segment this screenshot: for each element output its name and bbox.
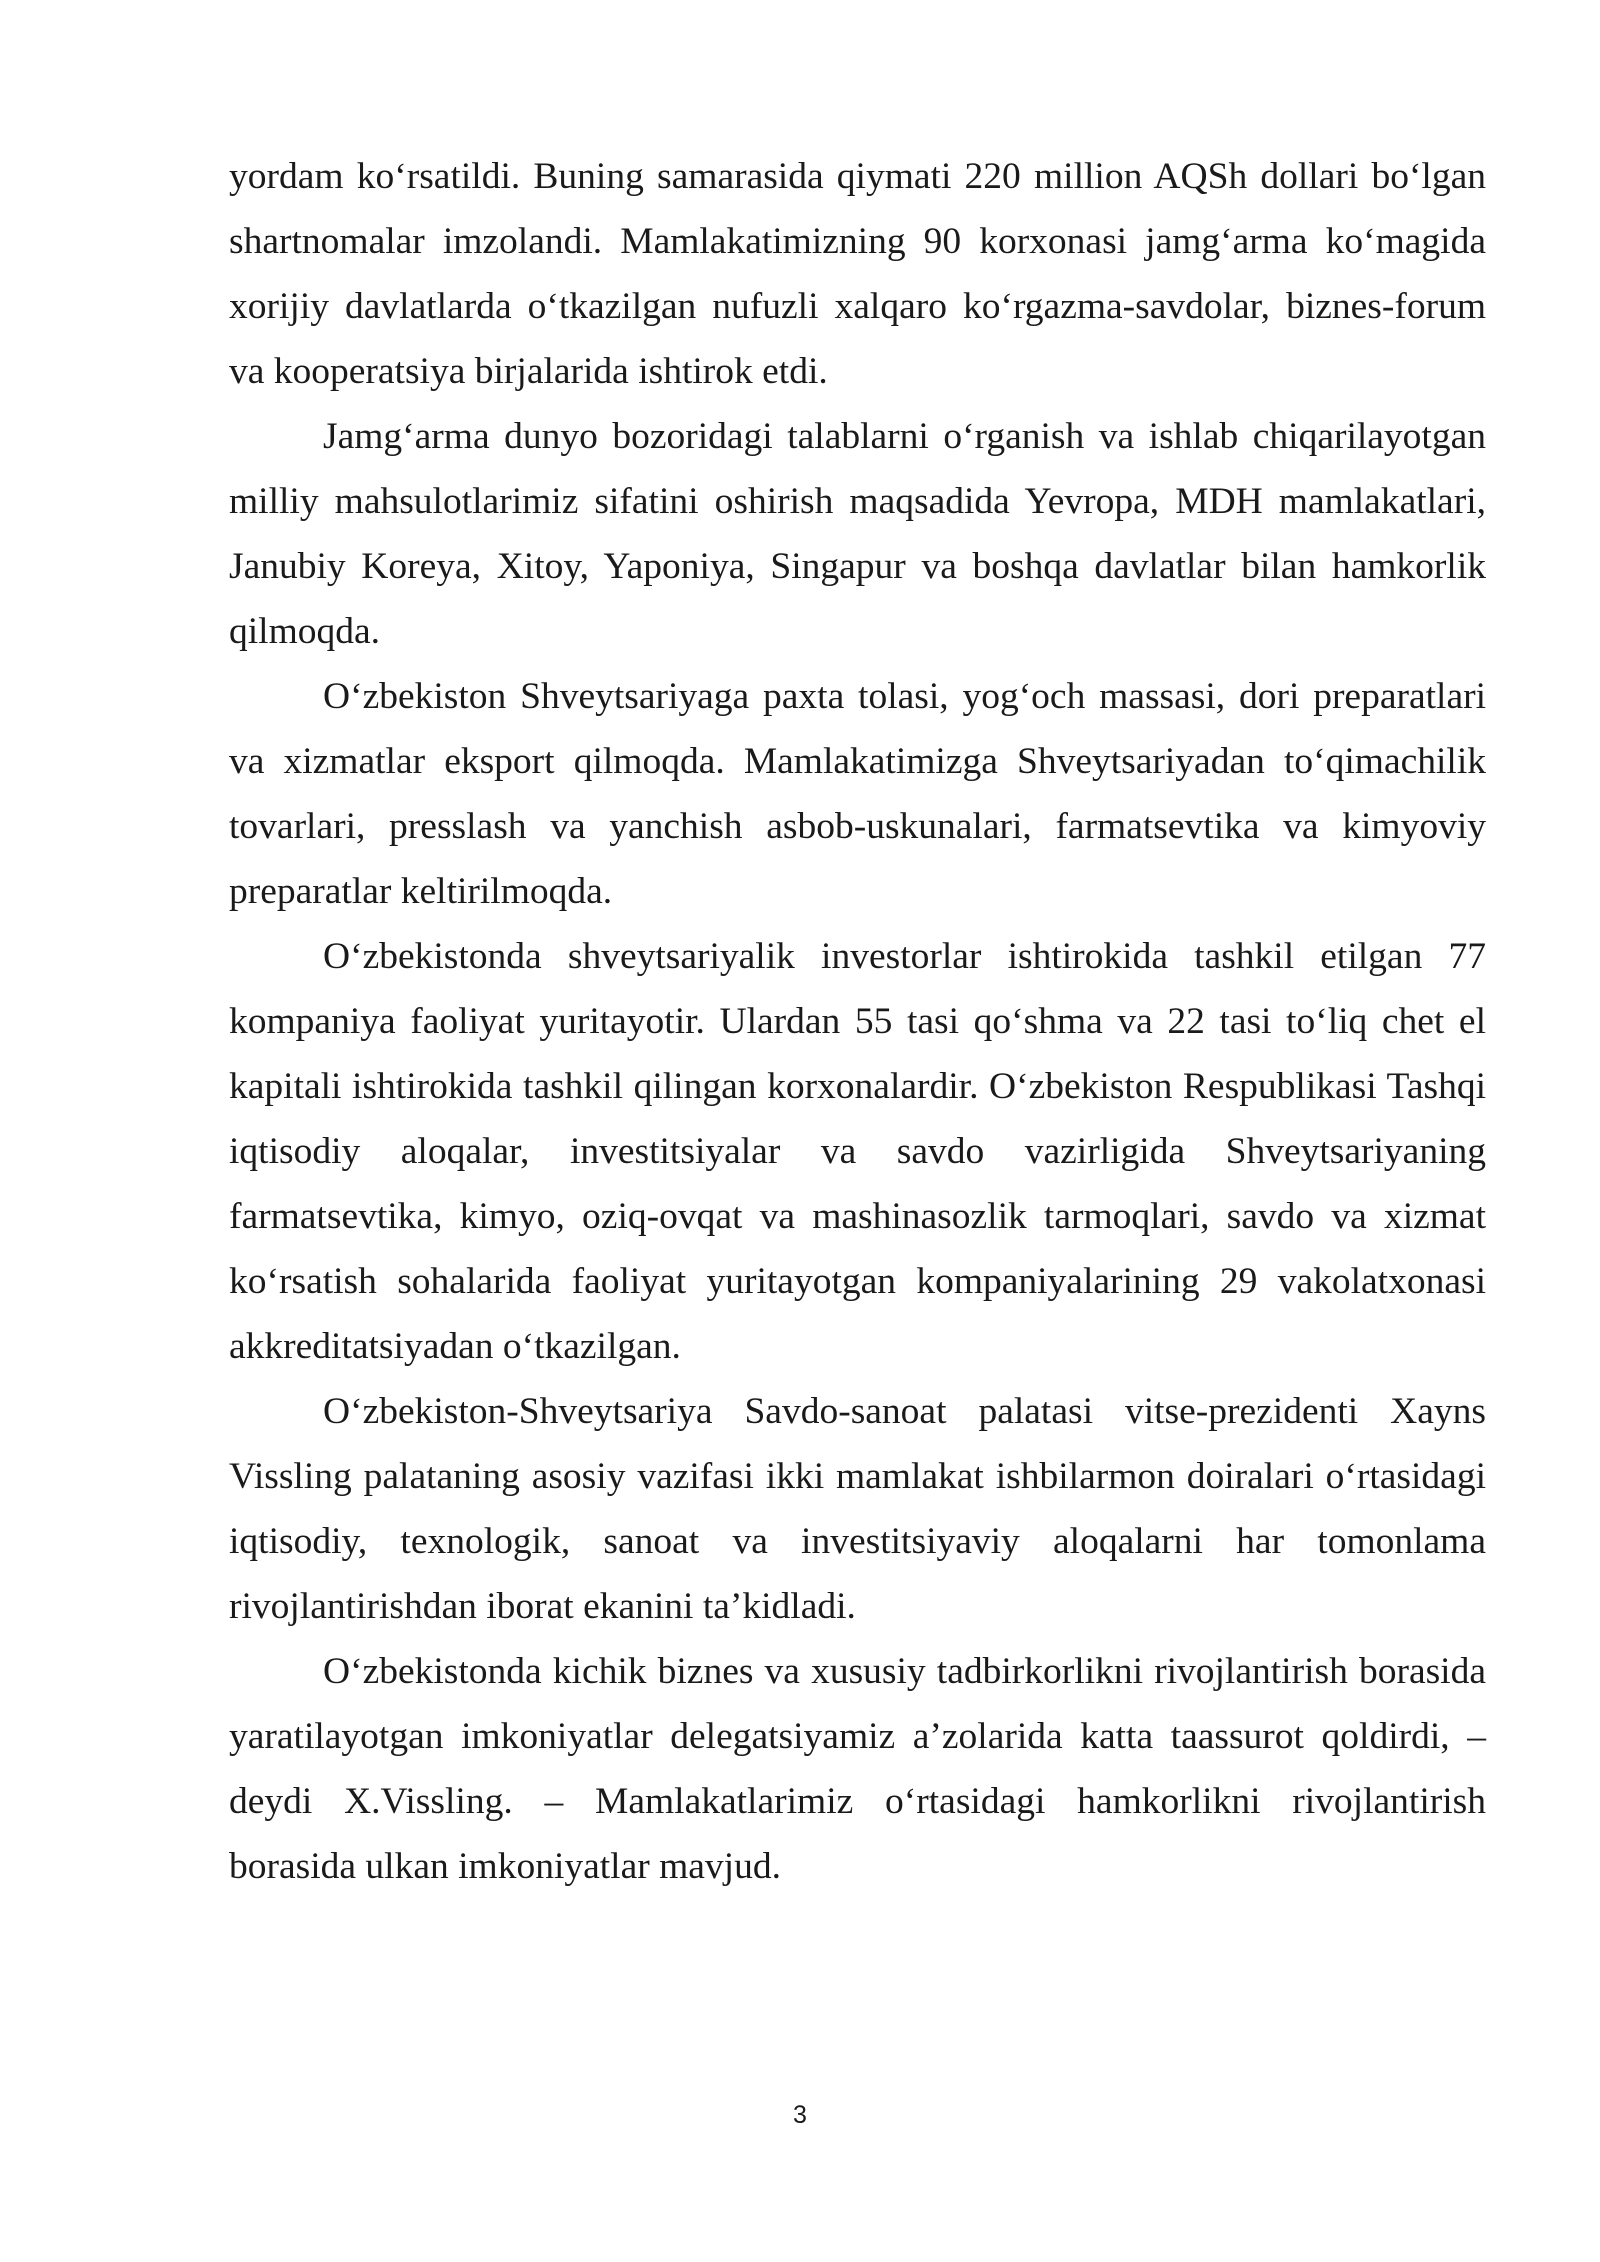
body-text [229, 144, 1486, 1899]
paragraph-2: Jamg‘arma dunyo bozoridagi talablarni o‘rganish va ishlab chiqarilayotgan milliy mahsulotlarimiz sifatini oshirish maqsadida Yevropa, MDH mamlakatlari, Janubiy Koreya, Xitoy, Yaponiya, Singapur va boshqa davlatlar bilan hamkorlik qilmoqda. [229, 416, 1486, 652]
paragraph-3: O‘zbekiston Shveytsariyaga paxta tolasi, yog‘och massasi, dori preparatlari va xizmatlar eksport qilmoqda. Mamlakatimizga Shveytsariyadan to‘qimachilik tovarlari, presslash va yanchish asbob-uskunalari, farmatsevtika va kimyoviy preparatlar keltirilmoqda. [229, 676, 1486, 912]
paragraph-5: O‘zbekiston-Shveytsariya Savdo-sanoat palatasi vitse-prezidenti Xayns Vissling palataning asosiy vazifasi ikki mamlakat ishbilarmon doiralari o‘rtasidagi iqtisodiy, texnologik, sanoat va investitsiyaviy aloqalarni har tomonlama rivojlantirishdan iborat ekanini ta’kidladi. [229, 1391, 1486, 1627]
paragraph-1: yordam ko‘rsatildi. Buning samarasida qiymati 220 million AQSh dollari bo‘lgan shartnomalar imzolandi. Mamlakatimizning 90 korxonasi jamg‘arma ko‘magida xorijiy davlatlarda o‘tkazilgan nufuzli xalqaro ko‘rgazma-savdolar, biznes-forum va kooperatsiya birjalarida ishtirok etdi. [229, 156, 1486, 392]
paragraph-4: O‘zbekistonda shveytsariyalik investorlar ishtirokida tashkil etilgan 77 kompaniya faoliyat yuritayotir. Ulardan 55 tasi qo‘shma va 22 tasi to‘liq chet el kapitali ishtirokida tashkil qilingan korxonalardir. O‘zbekiston Respublikasi Tashqi iqtisodiy aloqalar, investitsiyalar va savdo vazirligida Shveytsariyaning farmatsevtika, kimyo, oziq-ovqat va mashinasozlik tarmoqlari, savdo va xizmat ko‘rsatish sohalarida faoliyat yuritayotgan kompaniyalarining 29 vakolatxonasi akkreditatsiyadan o‘tkazilgan. [229, 936, 1486, 1367]
paragraph-6: O‘zbekistonda kichik biznes va xususiy tadbirkorlikni rivojlantirish borasida yaratilayotgan imkoniyatlar delegatsiyamiz a’zolarida katta taassurot qoldirdi, – deydi X.Vissling. – Mamlakatlarimiz o‘rtasidagi hamkorlikni rivojlantirish borasida ulkan imkoniyatlar mavjud. [229, 1651, 1486, 1887]
page-number: 3 [793, 2101, 807, 2129]
